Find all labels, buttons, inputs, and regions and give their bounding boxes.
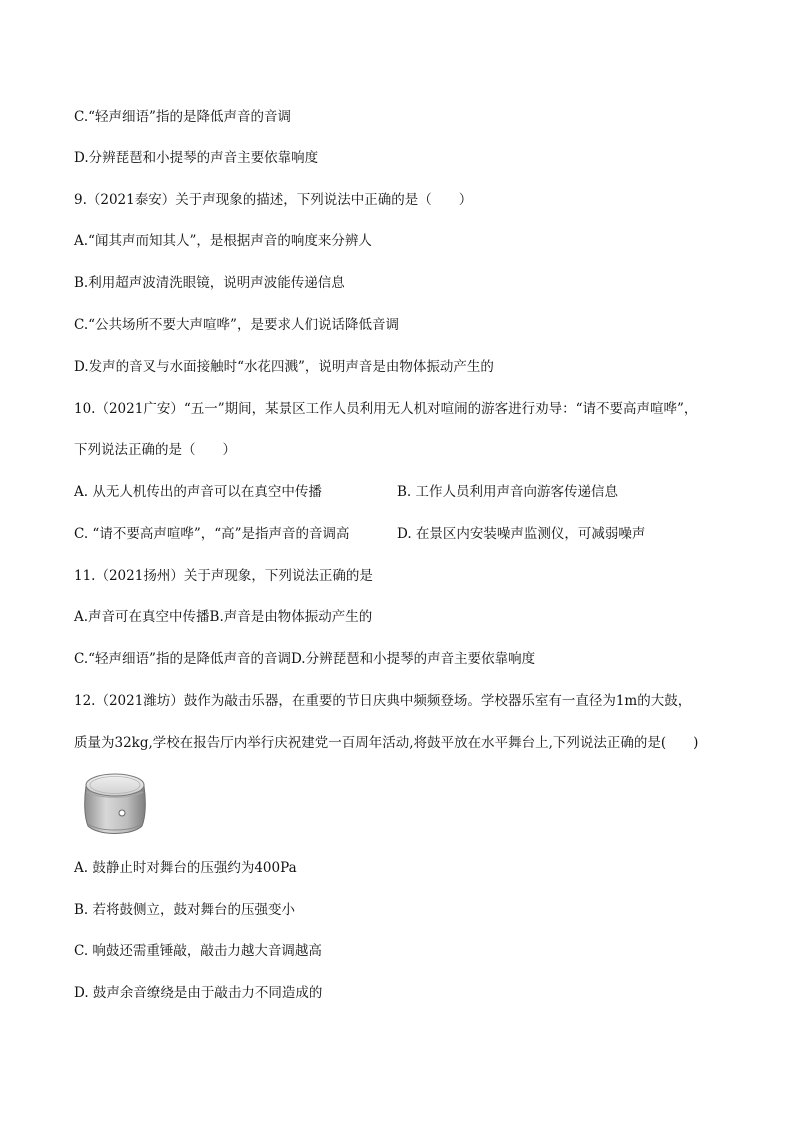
option-b-q10: B. 工作人员利用声音向游客传递信息	[397, 484, 619, 500]
option-d-q8: D.分辨琵琶和小提琴的声音主要依靠响度	[74, 150, 319, 166]
question-9-stem: 9.（2021泰安）关于声现象的描述，下列说法中正确的是（ ）	[74, 192, 473, 208]
drum-image	[82, 766, 148, 840]
option-d-q9: D.发声的音叉与水面接触时“水花四溅”，说明声音是由物体振动产生的	[74, 359, 494, 375]
option-a-q12: A. 鼓静止时对舞台的压强约为400Pa	[74, 860, 297, 876]
question-10-stem: 10.（2021广安）“五一”期间，某景区工作人员利用无人机对喧闹的游客进行劝导：“请不要高声喧哗”，	[74, 401, 698, 417]
question-12-stem-cont: 质量为32kg,学校在报告厅内举行庆祝建党一百周年活动,将鼓平放在水平舞台上,下列说法正确的是( )	[74, 735, 699, 751]
option-c-q9: C.“公共场所不要大声喧哗”，是要求人们说话降低音调	[74, 317, 399, 333]
option-a-q9: A.“闻其声而知其人”，是根据声音的响度来分辨人	[74, 233, 372, 249]
option-b-q12: B. 若将鼓侧立，鼓对舞台的压强变小	[74, 902, 296, 918]
option-a-q10: A. 从无人机传出的声音可以在真空中传播	[74, 484, 322, 500]
question-11-stem: 11.（2021扬州）关于声现象，下列说法正确的是	[74, 568, 373, 584]
options-cd-q11: C.“轻声细语”指的是降低声音的音调D.分辨琵琶和小提琴的声音主要依靠响度	[74, 651, 536, 667]
option-c-q12: C. 响鼓还需重锤敲，敲击力越大音调越高	[74, 943, 322, 959]
option-d-q12: D. 鼓声余音缭绕是由于敲击力不同造成的	[74, 985, 323, 1001]
option-c-q8: C.“轻声细语”指的是降低声音的音调	[74, 109, 291, 125]
options-ab-q11: A.声音可在真空中传播B.声音是由物体振动产生的	[74, 609, 373, 625]
option-c-q10: C. “请不要高声喧哗”，“高”是指声音的音调高	[74, 526, 350, 542]
option-b-q9: B.利用超声波清洗眼镜，说明声波能传递信息	[74, 275, 345, 291]
option-d-q10: D. 在景区内安装噪声监测仪，可减弱噪声	[397, 526, 646, 542]
question-12-stem: 12.（2021潍坊）鼓作为敲击乐器，在重要的节日庆典中频频登场。学校器乐室有一直径为1m的大鼓，	[74, 693, 692, 709]
question-10-stem-cont: 下列说法正确的是（ ）	[74, 442, 236, 458]
